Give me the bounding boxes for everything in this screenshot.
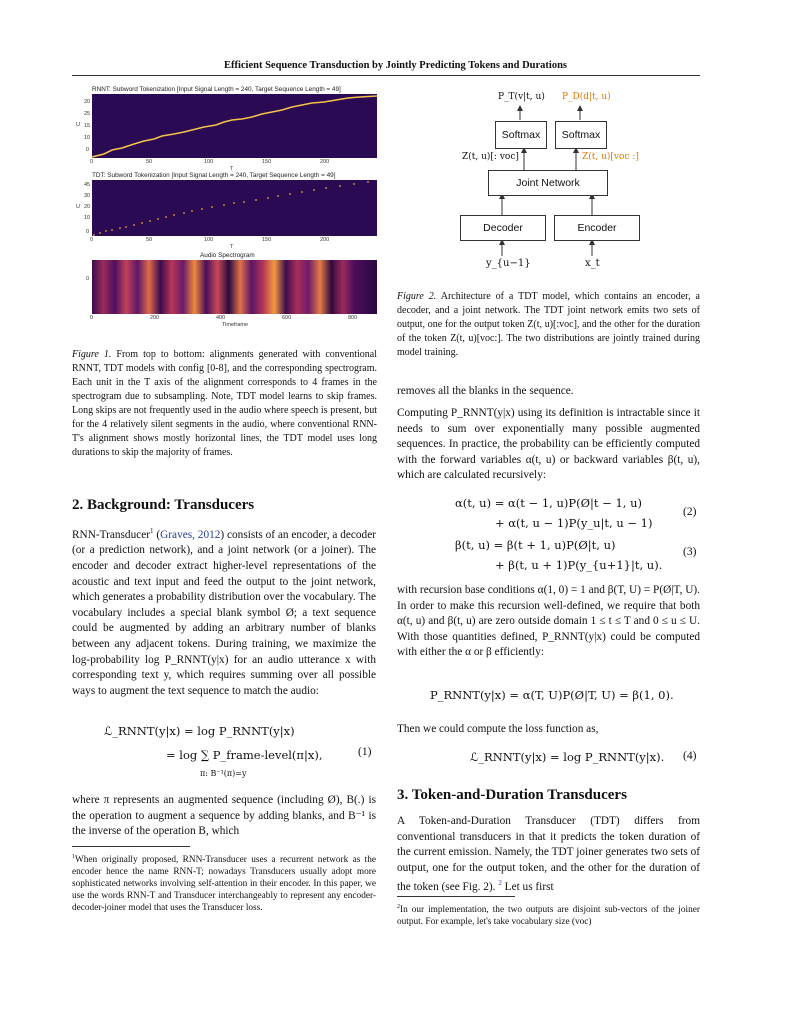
plot1-ytick: 10 (84, 135, 91, 141)
figure-1-caption-text: From top to bottom: alignments generated with conventional RNNT, TDT models with config [0-8], and the corresponding spectrogram. Each unit in the T axis of the alignment corresponds to 4 frames in the spectrogram due to subsampling. Note, TDT model learns to skip frames. Long skips are not frequently used in the audio where speech is present, but for the 4 relatively silent segments in the audio, where conventional RNN-T's alignment shows mostly horizontal lines, the TDT model uses long durations to skip the majority of frames. (72, 349, 378, 458)
footnote-1-text: When originally proposed, RNN-Transducer uses a recurrent network as the encoder hence the name RNN-T; nowadays Transducers usually adopt more sophisticated networks involving self-attention in their encoder. In this paper, we use the words RNN-T and Transducer interchangeably to represent any encoder-decoder-joiner model that uses the Transducer loss. (72, 855, 376, 914)
equation-2-number: (2) (683, 506, 697, 518)
plot3-xtick: 600 (282, 315, 292, 321)
figure-2 (440, 88, 700, 278)
section-3-p1-end: Let us first (504, 881, 554, 894)
section-3-heading: 3. Token-and-Duration Transducers (397, 787, 627, 803)
plot2-xtick: 150 (262, 237, 272, 243)
figure-1 (72, 86, 382, 326)
right-removes-text (397, 384, 700, 400)
plot1-title: RNNT: Subword Tokenization [Input Signal Length = 240, Target Sequence Length = 49] (92, 86, 341, 93)
section-2-p2-body: where π represents an augmented sequence (including Ø), B(.) is the operation to augment a sequence by adding blanks, and B⁻¹ is the inverse of the operation B, which (72, 794, 376, 838)
plot2-xtick: 200 (320, 237, 330, 243)
plot2-xtick: 50 (146, 237, 153, 243)
decoder-box: Decoder (460, 215, 546, 241)
plot3-ytick: 0 (86, 276, 90, 282)
plot1-xtick: 50 (146, 159, 153, 165)
plot1-ytick: 0 (86, 147, 90, 153)
decoder-input-label: y_{u−1} (486, 258, 531, 269)
footnote-1-marker: 1 (72, 854, 75, 860)
equation-2-line-2: + α(t, u − 1)P(y_u|t, u − 1) (495, 516, 653, 530)
encoder-box: Encoder (554, 215, 640, 241)
header-rule (72, 75, 700, 76)
plot2-ytick: 10 (84, 215, 91, 221)
rnnt-alignment-curve (92, 94, 377, 158)
section-3-paragraph (397, 814, 700, 896)
figure-1-caption-label: Figure 1. (72, 349, 112, 360)
citation-graves-2012[interactable]: Graves, 2012 (160, 528, 221, 541)
running-header: Efficient Sequence Transduction by Jointly Predicting Tokens and Durations (223, 60, 568, 71)
footnote-1 (72, 851, 376, 914)
plot3-title: Audio Spectrogram (200, 252, 255, 259)
plot3-xtick: 0 (90, 315, 94, 321)
plot1-xtick: 200 (320, 159, 330, 165)
plot3-xlabel: Timeframe (222, 322, 249, 328)
encoder-input-label: x_t (585, 258, 600, 269)
audio-spectrogram (92, 260, 377, 314)
duration-output-label: P_D(d|t, u) (562, 92, 611, 102)
plot2-ytick: 45 (84, 182, 91, 188)
rnn-transducer-term: RNN-Transducer (72, 528, 151, 541)
token-output-label: P_T(v|t, u) (498, 92, 545, 102)
footnote-2-marker: 2 (397, 904, 400, 910)
softmax-token-box: Softmax (495, 121, 547, 149)
z-token-label: Z(t, u)[: voc] (462, 152, 519, 162)
plot2-title: TDT: Subword Tokenization [Input Signal Length = 240, Target Sequence Length = 49] (92, 172, 336, 179)
plot2-ytick: 30 (84, 193, 91, 199)
plot1-xlabel: T (230, 166, 234, 172)
plot1-ytick: 25 (84, 111, 91, 117)
rnnt-alignment-plot (92, 94, 377, 158)
equation-4-number: (4) (683, 750, 697, 762)
section-2-p1-body: consists of an encoder, a decoder (or a prediction network), and a joint network (or a joiner). The encoder and decoder extract higher-level representations of the acoustic and text input and feed the output to the joint network, which generates a probability distribution over the vocabulary. The vocabulary includes a special blank symbol Ø; a text sequence could be augmented by adding an arbitrary number of blanks between any adjacent tokens. During training, we maximize the log-probability log P_RNNT(y|x) for an audio utterance x with corresponding text y, which requires summing over all possible ways to augment the text sequence to match the audio: (72, 528, 376, 697)
footnote-2-ref[interactable]: 2 (498, 879, 502, 888)
equation-1-sum-subscript: π: B⁻¹(π)=y (200, 769, 247, 778)
plot1-xtick: 150 (262, 159, 272, 165)
section-2-paragraph-1: RNN-Transducer$^1$ (Graves, 2012) consists of an encoder, a decoder (or a prediction network), and a joint network (or a joiner). The encoder and decoder extract higher-level representations of the acoustic and text input and feed the output to the joint network, which generates a probability distribution over the vocabulary. The vocabulary includes a special blank symbol Ø; a text sequence could be augmented by adding an arbitrary number of blanks between any adjacent tokens. During training, we maximize the log-probability log P_RNNT(y|x) for an audio utterance x with corresponding text y, which requires summing over all possible ways to augment the text sequence to match the audio: (72, 527, 376, 697)
plot3-xtick: 400 (216, 315, 226, 321)
plot2-ytick: 0 (86, 229, 90, 235)
section-2-paragraph-2 (72, 793, 376, 840)
equation-1-number: (1) (358, 746, 372, 758)
tdt-alignment-plot (92, 180, 377, 236)
equation-1-line-1: ℒ_RNNT(y|x) = log P_RNNT(y|x) (104, 724, 295, 738)
plot3-xtick: 200 (150, 315, 160, 321)
plot3-xtick: 800 (348, 315, 358, 321)
tdt-alignment-dots (92, 180, 377, 236)
z-duration-label: Z(t, u)[voc :] (582, 152, 639, 162)
right-computing-paragraph (397, 406, 700, 484)
section-2-heading: 2. Background: Transducers (72, 497, 255, 513)
footnote-1-ref[interactable]: 1 (150, 527, 154, 535)
right-loss-sentence (397, 722, 700, 738)
figure-2-caption (397, 290, 700, 360)
computing-paragraph-text: Computing P_RNNT(y|x) using its definition is intractable since it needs to sum over exponentially many possible augmented sequences. In practice, the probability can be efficiently computed with the forward variables α(t, u) or backward variables β(t, u), which are calculated recursively: (397, 407, 700, 482)
figure-2-caption-label: Figure 2. (397, 291, 437, 302)
base-conditions-text: with recursion base conditions α(1, 0) = 1 and β(T, U) = P(Ø|T, U). In order to make this recursion well-defined, we require that both α(t, u) and β(t, u) are zero outside domain 1 ≤ t ≤ T and 0 ≤ u ≤ U. With those quantities defined, P_RNNT(y|x) could be computed with either the α or β efficiently: (397, 584, 700, 659)
plot1-xtick: 100 (204, 159, 214, 165)
equation-4: ℒ_RNNT(y|x) = log P_RNNT(y|x). (470, 750, 665, 764)
plot2-xtick: 100 (204, 237, 214, 243)
equation-3-number: (3) (683, 546, 697, 558)
plot2-xtick: 0 (90, 237, 94, 243)
plot2-xlabel: T (230, 244, 234, 250)
equation-p-rnnt: P_RNNT(y|x) = α(T, U)P(Ø|T, U) = β(1, 0). (430, 688, 674, 702)
joint-network-box: Joint Network (488, 170, 608, 196)
equation-3-line-2: + β(t, u + 1)P(y_{u+1}|t, u). (495, 558, 663, 572)
figure-2-caption-text: Architecture of a TDT model, which contains an encoder, a decoder, and a joint network. The TDT joint network emits two sets of output, one for the output token Z(t, u)[:voc], and the other for the duration of the token Z(t, u)[voc:]. The two distributions are jointly trained during model training. (397, 291, 700, 358)
equation-1-line-2: = log ∑ P_frame-level(π|x), (166, 748, 323, 762)
section-3-p1-body: A Token-and-Duration Transducer (TDT) differs from conventional transducers in that it predicts the token duration of the current emission. Namely, the TDT joiner generates two sets of output, one for the output token, and the other for the duration of the token (see Fig. 2). (397, 815, 700, 894)
figure-1-caption (72, 348, 377, 460)
plot2-ylabel: U (76, 204, 80, 210)
removes-blanks-sentence: removes all the blanks in the sequence. (397, 385, 574, 397)
plot1-ylabel: U (76, 122, 80, 128)
plot1-xtick: 0 (90, 159, 94, 165)
equation-2-line-1: α(t, u) = α(t − 1, u)P(Ø|t − 1, u) (455, 496, 642, 510)
right-base-conditions-paragraph (397, 583, 700, 661)
footnote-rule-left (72, 846, 190, 847)
footnote-2 (397, 901, 700, 928)
plot1-ytick: 15 (84, 123, 91, 129)
footnote-2-text: In our implementation, the two outputs are disjoint sub-vectors of the joiner output. For example, let's take vocabulary size (voc) (397, 905, 700, 928)
loss-sentence-text: Then we could compute the loss function as, (397, 723, 599, 735)
equation-3-line-1: β(t, u) = β(t + 1, u)P(Ø|t, u) (455, 538, 616, 552)
softmax-duration-box: Softmax (555, 121, 607, 149)
plot2-ytick: 20 (84, 204, 91, 210)
footnote-rule-right (397, 896, 515, 897)
plot1-ytick: 20 (84, 99, 91, 105)
